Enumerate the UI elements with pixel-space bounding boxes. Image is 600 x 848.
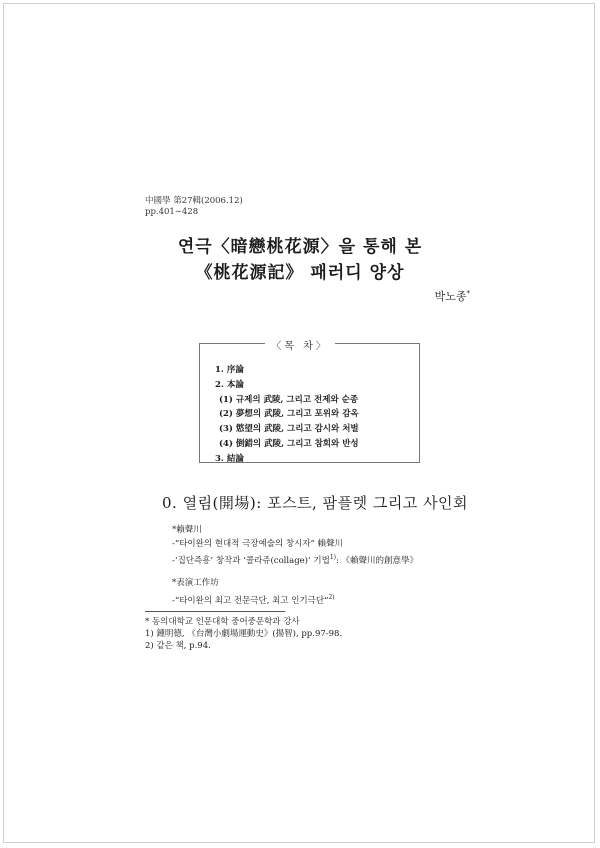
journal-info xyxy=(145,196,243,218)
body-line: -“타이완의 현대적 극장예술의 창시자” 賴聲川 xyxy=(172,538,344,549)
journal-issue: 中國學 第27輯(2006.12) xyxy=(145,196,243,206)
toc-heading-wrap xyxy=(0,334,600,353)
author-name: 박노종 xyxy=(434,290,467,303)
section-heading: 0. 열림(開場): 포스트, 팜플렛 그리고 사인회 xyxy=(162,494,469,512)
footnotes xyxy=(145,616,342,652)
toc-item: (1) 규제의 武陵, 그리고 전제와 순종 xyxy=(219,394,359,405)
body-line xyxy=(172,551,418,568)
author-footnote-mark: * xyxy=(466,289,470,298)
footnote-divider xyxy=(145,611,285,612)
footnote-author: * 동의대학교 인문대학 중어중문학과 강사 xyxy=(145,617,300,627)
body-line: *賴聲川 xyxy=(172,525,202,535)
toc-item: 2. 本論 xyxy=(215,379,244,390)
author xyxy=(0,288,470,304)
body-block-1 xyxy=(172,524,418,568)
footnote-1: 1) 鍾明德, 《台灣小劇場運動史》(揚智), pp.97-98. xyxy=(145,629,343,639)
toc-item: 1. 序論 xyxy=(215,365,244,375)
toc-item: (4) 倒錯의 武陵, 그리고 참회와 반성 xyxy=(219,438,359,449)
paper-title-line1: 연극〈暗戀桃花源〉을 통해 본 xyxy=(177,237,423,257)
paper-title-line2: 《桃花源記》 패러디 양상 xyxy=(195,263,405,283)
footnote-ref: 1) xyxy=(329,554,336,561)
body-text: : 《賴聲川的創意學》 xyxy=(335,555,419,566)
toc-item: 3. 結論 xyxy=(215,453,244,464)
toc-item: (3) 慾望의 武陵, 그리고 감시와 처벌 xyxy=(219,424,359,435)
body-block-2 xyxy=(172,577,335,608)
body-text: -‘집단즉흥’ 창작과 ‘콜라쥬(collage)’ 기법 xyxy=(172,555,330,566)
body-line xyxy=(172,591,335,608)
body-text: -“타이완의 최고 전문극단, 최고 인기극단” xyxy=(172,595,329,606)
journal-pages: pp.401∼428 xyxy=(145,207,199,217)
body-line: *表演工作坊 xyxy=(172,578,219,588)
footnote-ref: 2) xyxy=(328,593,335,601)
toc-heading: 〈목 차〉 xyxy=(265,341,335,352)
toc-list xyxy=(215,363,359,467)
toc-item: (2) 夢想의 武陵, 그리고 포위와 감옥 xyxy=(219,409,359,420)
footnote-2: 2) 같은 책, p.94. xyxy=(145,641,211,651)
